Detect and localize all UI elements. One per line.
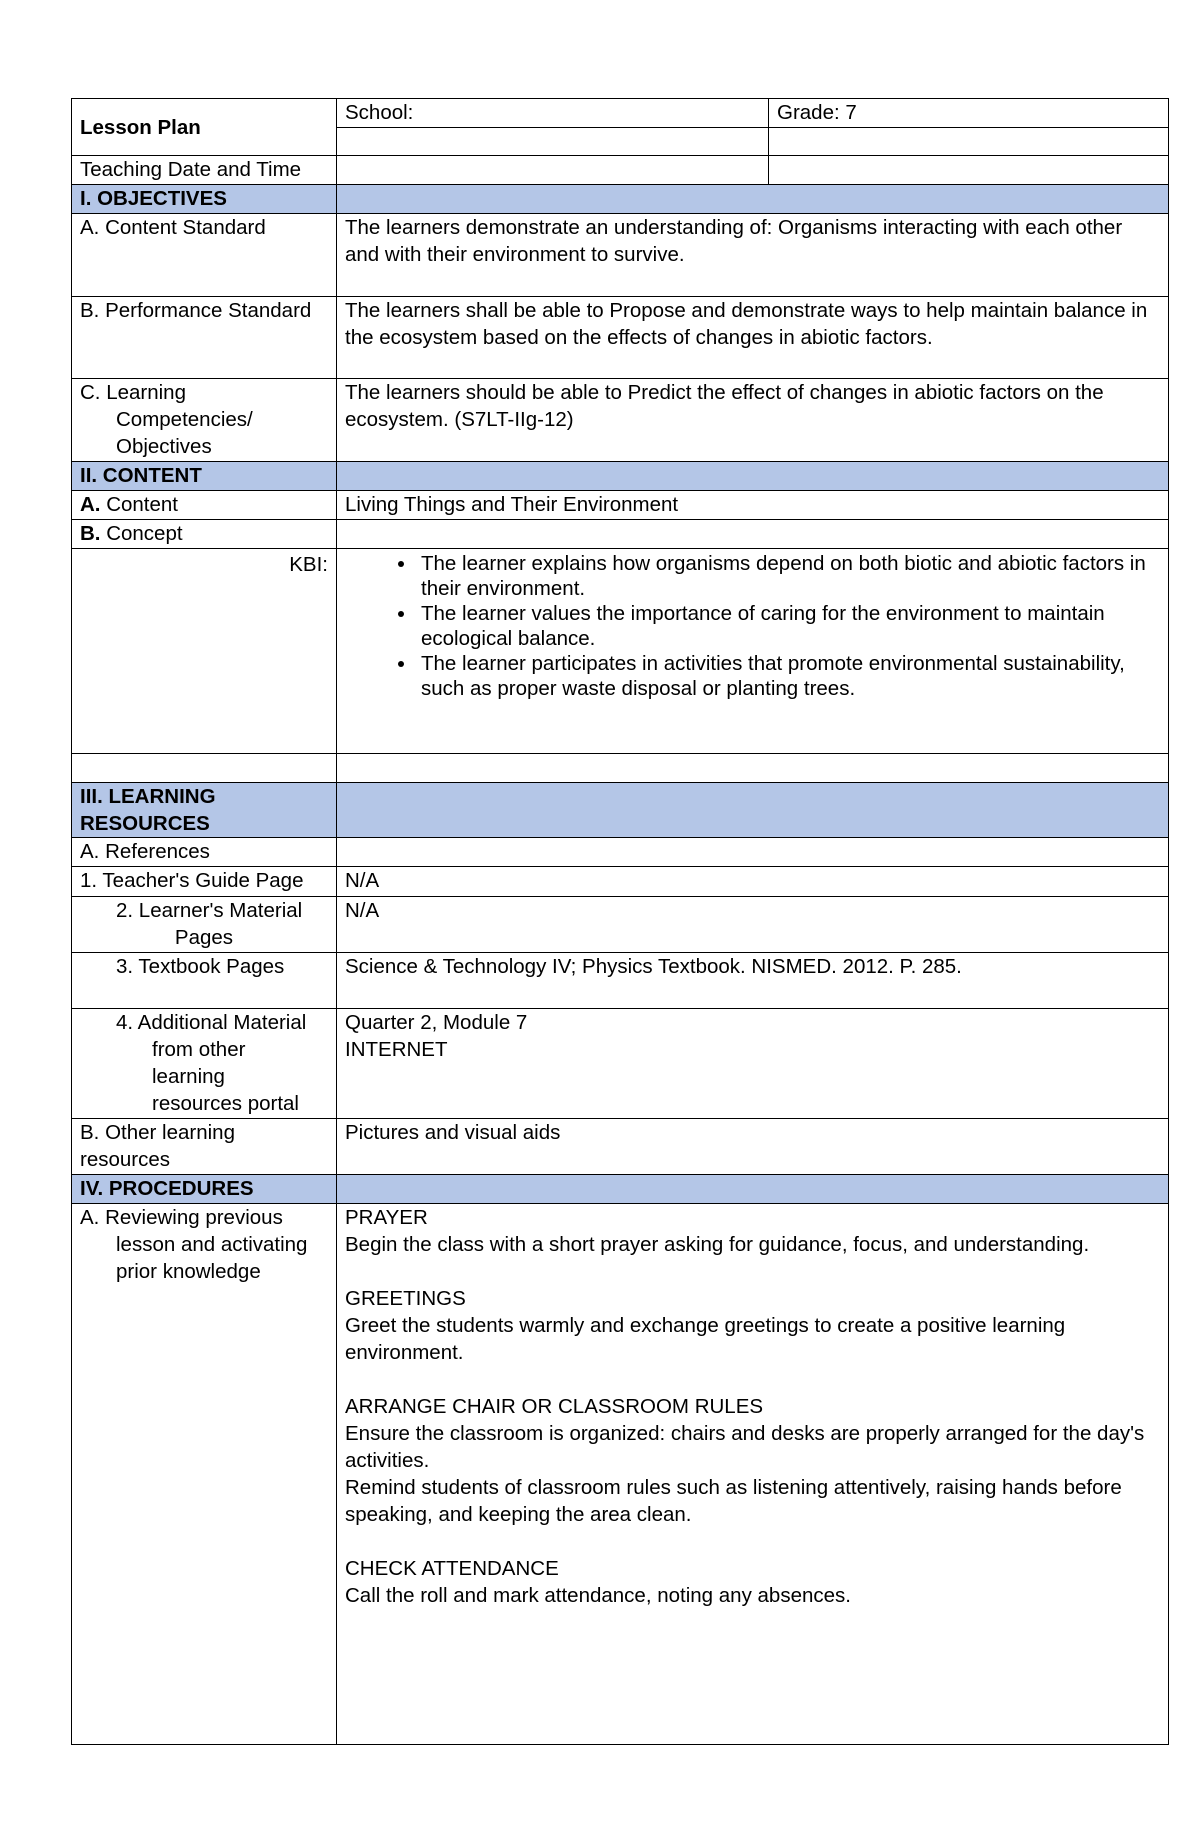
kbi-label-cell: [72, 549, 337, 754]
concept-label-cell: [72, 520, 337, 549]
references-value-cell: [337, 838, 1169, 867]
additional-label-cell: [72, 1009, 337, 1119]
kbi-item: • The learner values the importance of caring for the environment to maintain ecological balance.: [417, 601, 1160, 651]
section-band: [337, 783, 1169, 838]
other-resources-label: B. Other learning resources: [80, 1121, 235, 1171]
content-value-cell: [337, 491, 1169, 520]
content-heading-cell: [72, 462, 337, 491]
performance-standard-cell: [337, 297, 1169, 379]
kbi-item: • The learner explains how organisms depend on both biotic and abiotic factors in their environment.: [417, 551, 1160, 601]
references-label: A. References: [80, 840, 210, 863]
content-prefix: A.: [80, 493, 101, 516]
content-standard-cell: [337, 214, 1169, 297]
prayer-text: Begin the class with a short prayer asking for guidance, focus, and understanding.: [345, 1233, 1090, 1256]
additional-value-1: Quarter 2, Module 7: [345, 1011, 528, 1034]
section-band: [337, 462, 1169, 491]
additional-label-line-4: resources portal: [152, 1092, 299, 1115]
grade-value-cell: [769, 128, 1169, 156]
teaching-time-value-cell: [769, 156, 1169, 185]
teachers-guide-label-cell: [72, 867, 337, 897]
prayer-title: PRAYER: [345, 1206, 428, 1229]
competencies-cell: [337, 379, 1169, 462]
rules-text-1: Ensure the classroom is organized: chairs and desks are properly arranged for the day's activities.: [345, 1422, 1145, 1472]
kbi-label: KBI:: [289, 553, 328, 576]
resources-heading-cell: [72, 783, 337, 838]
kbi-cell: [337, 549, 1169, 754]
content-label-cell: [72, 491, 337, 520]
resources-heading-line-1: III. LEARNING: [80, 785, 216, 808]
teaching-date-value-cell: [337, 156, 769, 185]
competencies-label-cell: [72, 379, 337, 462]
review-label-line-2: lesson and activating: [116, 1233, 308, 1256]
learners-material-label-line-1: 2. Learner's Material: [116, 899, 303, 922]
teaching-date-label: Teaching Date and Time: [80, 158, 302, 181]
teachers-guide-value: N/A: [345, 869, 380, 892]
references-label-cell: [72, 838, 337, 867]
grade-cell: [769, 99, 1169, 128]
textbook-value: Science & Technology IV; Physics Textbook. NISMED. 2012. P. 285.: [345, 955, 962, 978]
grade-label: Grade: 7: [777, 101, 857, 124]
content-standard-text: The learners demonstrate an understanding of: Organisms interacting with each other and with their environment to survive.: [345, 216, 1123, 266]
teachers-guide-cell: [337, 867, 1169, 897]
competencies-text: The learners should be able to Predict the effect of changes in abiotic factors on the ecosystem. (S7LT-IIg-12): [345, 381, 1104, 431]
concept-value-cell: [337, 520, 1169, 549]
content-heading: II. CONTENT: [80, 464, 202, 487]
competencies-label-line-3: Objectives: [116, 435, 212, 458]
section-band: [337, 1175, 1169, 1204]
school-label: School:: [345, 101, 414, 124]
blank-cell: [337, 754, 1169, 783]
textbook-cell: [337, 953, 1169, 1009]
learners-material-label-cell: [72, 897, 337, 953]
additional-label-line-3: learning: [152, 1065, 225, 1088]
teaching-date-label-cell: [72, 156, 337, 185]
learners-material-cell: [337, 897, 1169, 953]
procedures-heading: IV. PROCEDURES: [80, 1177, 254, 1200]
content-standard-label: A. Content Standard: [80, 216, 266, 239]
competencies-label-line-2: Competencies/: [116, 408, 253, 431]
review-content-cell: [337, 1204, 1169, 1745]
other-resources-label-cell: [72, 1119, 337, 1175]
section-band: [337, 185, 1169, 214]
additional-cell: [337, 1009, 1169, 1119]
learners-material-value: N/A: [345, 899, 380, 922]
school-cell: [337, 99, 769, 128]
objectives-heading-cell: [72, 185, 337, 214]
performance-standard-label: B. Performance Standard: [80, 299, 312, 322]
attendance-title: CHECK ATTENDANCE: [345, 1557, 559, 1580]
rules-title: ARRANGE CHAIR OR CLASSROOM RULES: [345, 1395, 764, 1418]
lesson-plan-title-cell: [72, 99, 337, 156]
spacer: [345, 1528, 1160, 1555]
spacer: [345, 1258, 1160, 1285]
lesson-plan-table: [71, 98, 1169, 1745]
textbook-label-cell: [72, 953, 337, 1009]
greetings-text: Greet the students warmly and exchange greetings to create a positive learning environment.: [345, 1314, 1066, 1364]
greetings-title: GREETINGS: [345, 1287, 466, 1310]
kbi-item: • The learner participates in activities that promote environmental sustainability, such as proper waste disposal or planting trees.: [417, 651, 1160, 701]
content-value: Living Things and Their Environment: [345, 493, 679, 516]
blank-cell: [72, 754, 337, 783]
performance-standard-text: The learners shall be able to Propose and demonstrate ways to help maintain balance in the ecosystem based on the effects of changes in abiotic factors.: [345, 299, 1148, 349]
competencies-label-line-1: C. Learning: [80, 381, 186, 404]
lesson-plan-title: Lesson Plan: [80, 115, 201, 139]
review-label-line-3: prior knowledge: [116, 1260, 261, 1283]
concept-prefix: B.: [80, 522, 101, 545]
school-value-cell: [337, 128, 769, 156]
attendance-text: Call the roll and mark attendance, noting any absences.: [345, 1584, 851, 1607]
other-resources-cell: [337, 1119, 1169, 1175]
performance-standard-label-cell: [72, 297, 337, 379]
objectives-heading: I. OBJECTIVES: [80, 187, 227, 210]
additional-label-line-1: 4. Additional Material: [116, 1011, 307, 1034]
review-label-line-1: A. Reviewing previous: [80, 1206, 283, 1229]
spacer: [345, 1366, 1160, 1393]
rules-text-2: Remind students of classroom rules such as listening attentively, raising hands before speaking, and keeping the area clean.: [345, 1476, 1122, 1526]
procedures-heading-cell: [72, 1175, 337, 1204]
learners-material-label-line-2: Pages: [174, 926, 234, 949]
other-resources-value: Pictures and visual aids: [345, 1121, 561, 1144]
content-label: Content: [100, 493, 178, 516]
content-standard-label-cell: [72, 214, 337, 297]
review-label-cell: [72, 1204, 337, 1745]
concept-label: Concept: [100, 522, 183, 545]
additional-label-line-2: from other: [152, 1038, 246, 1061]
textbook-label: 3. Textbook Pages: [116, 955, 285, 978]
additional-value-2: INTERNET: [345, 1038, 448, 1061]
kbi-list: [345, 551, 1160, 701]
resources-heading-line-2: RESOURCES: [80, 812, 210, 835]
teachers-guide-label: 1. Teacher's Guide Page: [80, 869, 304, 892]
